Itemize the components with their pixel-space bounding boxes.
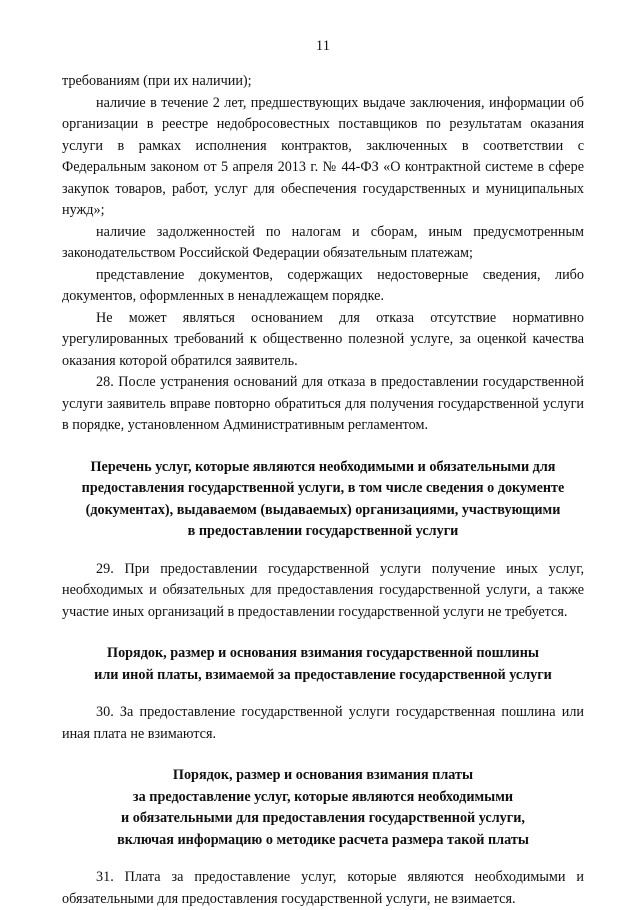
heading-line: (документах), выдаваемом (выдаваемых) организациями, участвующими xyxy=(85,501,561,518)
paragraph-requirements: требованиям (при их наличии); xyxy=(62,73,252,89)
heading-line: или иной платы, взимаемой за предоставление государственной услуги xyxy=(94,666,552,683)
spacer xyxy=(62,745,584,765)
heading-line: предоставления государственной услуги, в том числе сведения о документе xyxy=(81,480,565,496)
heading-line: Порядок, размер и основания взимания государственной пошлины xyxy=(107,645,539,661)
heading-line: включая информацию о методике расчета размера такой платы xyxy=(117,831,529,848)
paragraph-item-29: 29. При предоставлении государственной услуги получение иных услуг, необходимых и обязательных для предоставления государственной услуги, а также участие иных организаций в предоставлении государственной услуги не требуется. xyxy=(62,560,584,620)
heading-line: и обязательными для предоставления государственной услуги, xyxy=(121,810,525,826)
page-number: 11 xyxy=(315,38,331,54)
heading-line: в предоставлении государственной услуги xyxy=(187,523,459,539)
paragraph-item-28: 28. После устранения оснований для отказа в предоставлении государственной услуги заявитель вправе повторно обратиться для получения государственной услуги в порядке, установленном Административным регламентом. xyxy=(62,374,584,433)
paragraph-no-refusal-basis: Не может являться основанием для отказа отсутствие нормативно урегулированных требований к общественно полезной услуге, за оценкой качества оказания которой обратился заявитель. xyxy=(62,309,584,369)
heading-required-services xyxy=(62,457,584,543)
paragraph-tax-debt: наличие задолженностей по налогам и сборам, иным предусмотренным законодательством Российской Федерации обязательным платежам; xyxy=(62,223,584,261)
paragraph-registry-info: наличие в течение 2 лет, предшествующих выдаче заключения, информации об организации в реестре недобросовестных поставщиков по результатам оказания услуги в рамках исполнения контрактов, заключенных в соответствии с Федеральным законом от 5 апреля 2013 г. № 44-ФЗ «О контрактной системе в сфере закупок товаров, работ, услуг для обеспечения государственных и муниципальных нужд»; xyxy=(62,94,584,218)
spacer xyxy=(62,851,584,867)
spacer xyxy=(62,543,584,559)
spacer xyxy=(62,623,584,643)
heading-payment-order xyxy=(62,765,584,851)
paragraph-item-31: 31. Плата за предоставление услуг, которые являются необходимыми и обязательными для предоставления государственной услуги, не взимается. xyxy=(62,869,584,907)
spacer xyxy=(62,437,584,457)
paragraph-item-30: 30. За предоставление государственной услуги государственная пошлина или иная плата не взимаются. xyxy=(62,704,584,742)
heading-line: Перечень услуг, которые являются необходимыми и обязательными для xyxy=(90,458,556,475)
heading-line: Порядок, размер и основания взимания платы xyxy=(172,767,474,783)
heading-line: за предоставление услуг, которые являются необходимыми xyxy=(132,788,514,805)
paragraph-false-documents: представление документов, содержащих недостоверные сведения, либо документов, оформленных в ненадлежащем порядке. xyxy=(62,266,584,304)
spacer xyxy=(62,686,584,702)
heading-state-duty xyxy=(62,643,584,686)
